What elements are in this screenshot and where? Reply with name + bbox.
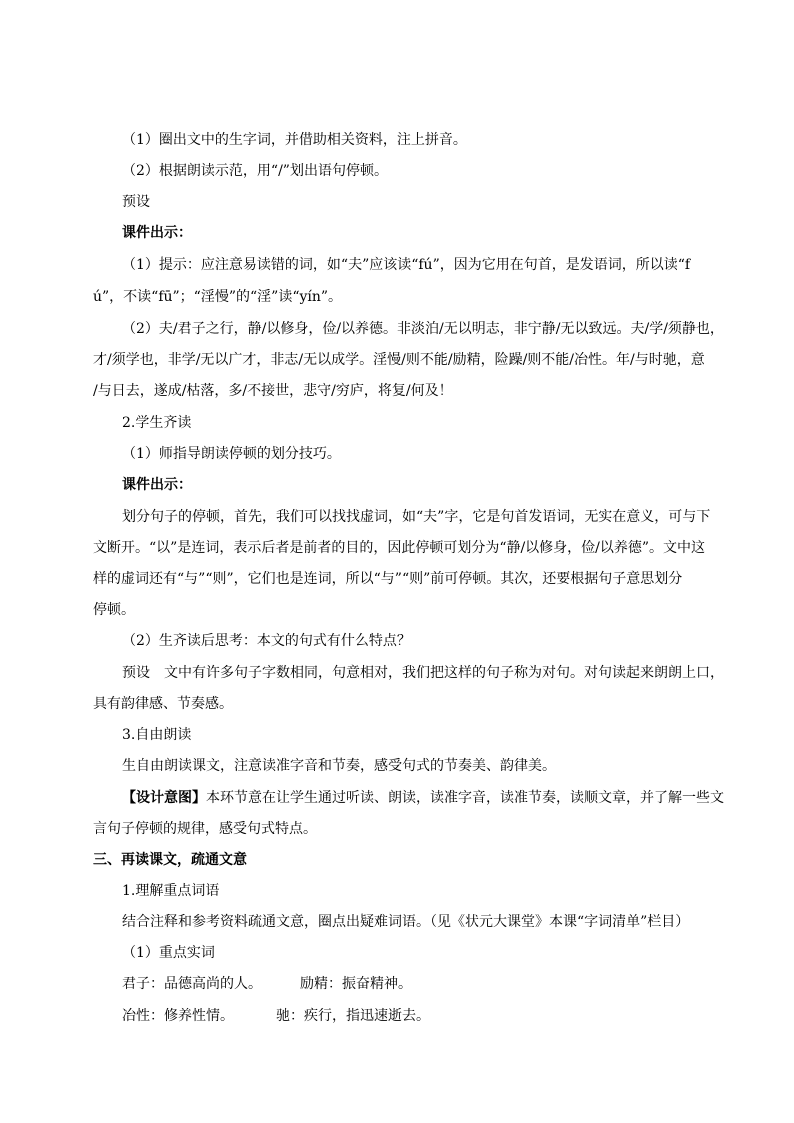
text-line: 划分句子的停顿，首先，我们可以找找虚词，如“夫”字，它是句首发语词，无实在意义，可与下 xyxy=(122,509,711,525)
section-heading: 1.理解重点词语 xyxy=(122,883,220,899)
vocab-row xyxy=(122,1007,430,1025)
section-heading: 2.学生齐读 xyxy=(122,415,192,431)
vocab-term: 驰：疾行，指迅速逝去。 xyxy=(276,1008,430,1024)
vocab-term: 君子：品德高尚的人。 xyxy=(122,976,262,992)
section-heading: 3.自由朗读 xyxy=(122,727,192,743)
vocab-row xyxy=(122,975,412,993)
text-line: 言句子停顿的规律，感受句式特点。 xyxy=(93,821,317,837)
design-intent-text: 本环节意在让学生通过听读、朗读，读准字音，读准节奏，读顺文章，并了解一些文 xyxy=(206,790,724,806)
text-line: 样的虚词还有“与”“则”，它们也是连词，所以“与”“则”前可停顿。其次，还要根据句子意思划分 xyxy=(93,571,683,587)
courseware-heading: 课件出示： xyxy=(122,225,192,241)
text-line: 生自由朗读课文，注意读准字音和节奏，感受句式的节奏美、韵律美。 xyxy=(122,758,556,774)
text-line: （2）夫/君子之行，静/以修身，俭/以养德。非淡泊/无以明志，非宁静/无以致远。夫/学/须静也， xyxy=(122,321,724,337)
text-line: （2）生齐读后思考：本文的句式有什么特点？ xyxy=(122,633,411,649)
design-intent-label: 【设计意图】 xyxy=(122,790,206,806)
text-line: （2）根据朗读示范，用“/”划出语句停顿。 xyxy=(122,163,388,179)
text-line: 预设 文中有许多句子字数相同，句意相对，我们把这样的句子称为对句。对句读起来朗朗上口， xyxy=(122,665,724,681)
text-line: 结合注释和参考资料疏通文意，圈点出疑难词语。（见《状元大课堂》本课“字词清单”栏目） xyxy=(122,914,690,930)
vocab-term: 励精：振奋精神。 xyxy=(300,976,412,992)
text-line: （1）师指导朗读停顿的划分技巧。 xyxy=(122,446,341,462)
text-line: /与日去，遂成/枯落，多/不接世，悲守/穷庐，将复/何及！ xyxy=(93,383,453,399)
text-line: （1）圈出文中的生字词，并借助相关资料，注上拼音。 xyxy=(122,132,467,148)
section-title: 三、再读课文，疏通文意 xyxy=(93,852,247,868)
text-line: ú”，不读“fū”；“淫慢”的“淫”读“yín”。 xyxy=(93,289,343,305)
text-line: （1）提示：应注意易读错的词，如“夫”应该读“fú”，因为它用在句首，是发语词，所以读“f xyxy=(122,257,691,273)
text-line: 具有韵律感、节奏感。 xyxy=(93,696,233,712)
text-line: 才/须学也，非学/无以广才，非志/无以成学。淫慢/则不能/励精，险躁/则不能/冶性。年/与时驰，意 xyxy=(93,352,705,368)
design-intent-line xyxy=(122,789,724,807)
text-line: 文断开。“以”是连词，表示后者是前者的目的，因此停顿可划分为“静/以修身，俭/以养德”。文中这 xyxy=(93,540,706,556)
courseware-heading: 课件出示： xyxy=(122,477,192,493)
text-line: （1）重点实词 xyxy=(122,945,215,961)
text-line: 停顿。 xyxy=(93,602,135,618)
vocab-term: 冶性：修养性情。 xyxy=(122,1008,234,1024)
text-line: 预设 xyxy=(122,194,150,210)
